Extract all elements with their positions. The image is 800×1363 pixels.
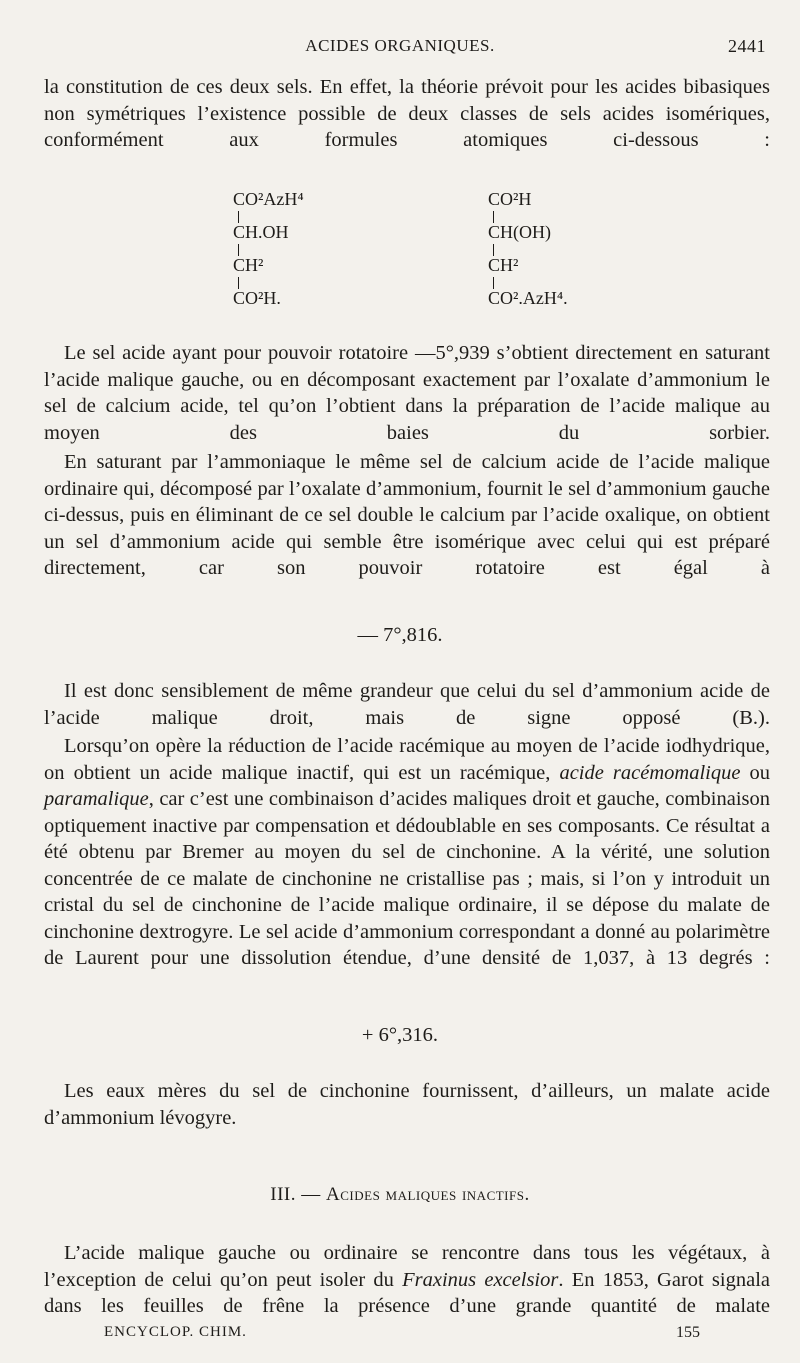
formula-right-line-4: CO².AzH⁴.	[488, 288, 568, 308]
paragraph-sel-acide: Le sel acide ayant pour pouvoir rotatoire —5°,939 s’obtient directement en saturant l’acide malique gauche, ou en décomposant exactement par l’oxalate d’ammonium le sel de calcium acide, tel qu’on l’obtient dans la préparation de l’acide malique au moyen des baies du sorbier.	[44, 342, 770, 444]
formula-right-line-1: CO²H	[488, 189, 532, 209]
footer-signature: ENCYCLOP. CHIM.	[104, 1324, 247, 1340]
paragraph-eaux-meres: Les eaux mères du sel de cinchonine fournissent, d’ailleurs, un malate acide d’ammonium lévogyre.	[44, 1080, 770, 1129]
term-paramalique: paramalique	[44, 788, 149, 810]
rotatory-value-1: — 7°,816.	[357, 624, 443, 646]
formula-left-line-4: CO²H.	[233, 288, 281, 308]
section-heading	[0, 1184, 800, 1206]
section-title: Acides maliques inactifs.	[326, 1184, 530, 1205]
formula-left-line-1: CO²AzH⁴	[233, 189, 304, 209]
footer-sheet-number: 155	[676, 1324, 700, 1341]
formula-right-line-2: CH(OH)	[488, 222, 551, 242]
rotatory-value-2: + 6°,316.	[361, 1024, 439, 1046]
running-title: ACIDES ORGANIQUES.	[305, 36, 495, 55]
paragraph-acide-gauche: L’acide malique gauche ou ordinaire se rencontre dans tous les végétaux, à l’exception de celui qu’on peut isoler du Fraxinus excelsior. En 1853, Garot signala dans les feuilles de frêne la présence d’une grande quantité de malate	[44, 1242, 771, 1317]
paragraph-grandeur: Il est donc sensiblement de même grandeur que celui du sel d’ammonium acide de l’acide malique droit, mais de signe opposé (B.).	[44, 680, 770, 729]
paragraph-racemique: Lorsqu’on opère la réduction de l’acide racémique au moyen de l’acide iodhydrique, on obtient un acide malique inactif, qui est un racémique, acide racémomalique ou paramalique, car c’est une combinaison d’acides maliques droit et gauche, combinaison optiquement inactive par compensation et dédoublable en ses composants. Ce résultat a été obtenu par Bremer au moyen du sel de cinchonine. A la vérité, une solution concentrée de ce malate de cinchonine ne cristallise pas ; mais, si l’on y introduit un cristal du sel de cinchonine de l’acide malique ordinaire, il se dépose du malate de cinchonine dextrogyre. Le sel acide d’ammonium correspondant a donné au polarimètre de Laurent pour une dissolution étendue, d’une densité de 1,037, à 13 degrés :	[44, 735, 771, 969]
paragraph-ammoniaque: En saturant par l’ammoniaque le même sel de calcium acide de l’acide malique ordinaire qui, décomposé par l’oxalate d’ammonium, fournit le sel d’ammonium gauche ci-dessus, puis en éliminant de ce sel double le calcium par l’acide oxalique, on obtient un sel d’ammonium acide qui semble être isomérique avec celui qui est préparé directement, car son pouvoir rotatoire est égal à	[44, 451, 770, 579]
term-racemomalique: acide racémomalique	[559, 761, 741, 784]
formula-left-line-2: CH.OH	[233, 222, 289, 242]
formula-right	[488, 188, 628, 318]
paragraph-constitution: la constitution de ces deux sels. En effet, la théorie prévoit pour les acides bibasiques non symétriques l’existence possible de deux classes de sels acides isomériques, conformément aux formules atomiques ci-dessous :	[44, 76, 770, 151]
section-number: III. —	[270, 1184, 321, 1205]
formula-left-line-3: CH²	[233, 255, 264, 275]
formula-right-line-3: CH²	[488, 255, 519, 275]
page-number: 2441	[728, 36, 766, 56]
term-fraxinus: Fraxinus excelsior	[402, 1268, 559, 1291]
running-header	[0, 36, 800, 62]
page-footer	[0, 1324, 800, 1348]
formula-left	[233, 188, 373, 318]
